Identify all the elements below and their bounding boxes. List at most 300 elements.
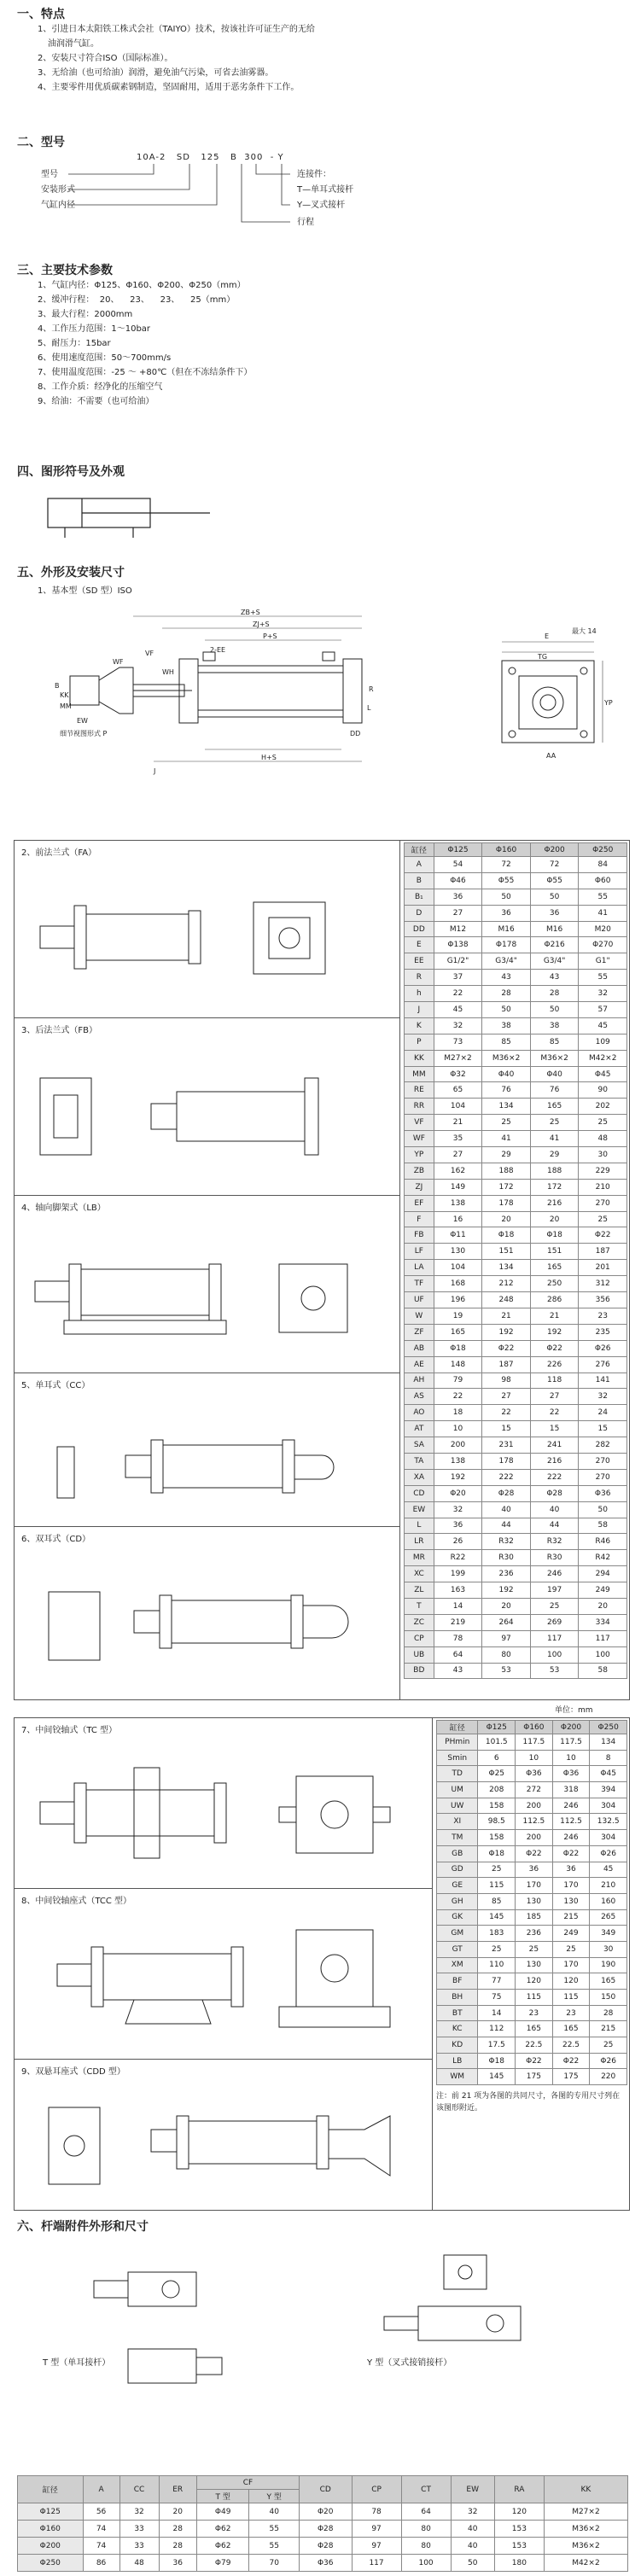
table-cell: 183 (478, 1926, 516, 1942)
drawings-column-2 (15, 1718, 433, 2210)
table-cell: AO (405, 1405, 434, 1421)
table-cell: 112 (478, 2021, 516, 2037)
table-cell: 85 (478, 1893, 516, 1909)
panel-title: 5、单耳式（CC） (21, 1381, 90, 1390)
table-cell: 78 (434, 1630, 482, 1646)
table-cell: TM (437, 1830, 478, 1846)
table-cell: 80 (401, 2538, 451, 2555)
table-cell: Φ22 (482, 1340, 531, 1356)
table-row (405, 1373, 627, 1389)
table-cell: 150 (590, 1990, 627, 2006)
table-row (405, 1034, 627, 1050)
model-code-leaders (34, 162, 427, 236)
header-cell: KK (544, 2476, 627, 2503)
table-cell: 50 (579, 1501, 627, 1518)
table-cell: M36×2 (544, 2521, 627, 2538)
table-row (405, 1614, 627, 1630)
table-cell: 246 (552, 1830, 590, 1846)
table-row (405, 1630, 627, 1646)
table-cell: 18 (434, 1405, 482, 1421)
table-cell: 294 (579, 1566, 627, 1582)
table-cell: 192 (482, 1324, 531, 1340)
list-item: 3、无给油（也可给油）润滑，避免油气污染，可省去油雾器。 (38, 68, 274, 78)
table-cell: 36 (552, 1862, 590, 1878)
table-cell: Φ22 (530, 1340, 579, 1356)
table-cell: M16 (482, 921, 531, 937)
table-cell: 120 (552, 1973, 590, 1990)
table-row (405, 1582, 627, 1599)
table-cell: R30 (482, 1550, 531, 1566)
table-cell: 41 (530, 1131, 579, 1147)
label-bore: 气缸内径 (41, 201, 75, 210)
table-row (405, 1099, 627, 1115)
table-cell: 76 (482, 1082, 531, 1099)
table-cell: MR (405, 1550, 434, 1566)
table-row (405, 1017, 627, 1034)
table-cell: 40 (482, 1501, 531, 1518)
table-row (405, 1276, 627, 1292)
table-cell: 25 (552, 1941, 590, 1957)
table-header-row (437, 1721, 627, 1734)
dim-label: AA (546, 752, 557, 760)
table-cell: 312 (579, 1276, 627, 1292)
table-cell: Φ22 (552, 1845, 590, 1862)
table-cell: 25 (482, 1115, 531, 1131)
table-cell: 98 (482, 1373, 531, 1389)
table-cell: 264 (482, 1614, 531, 1630)
table-cell: 32 (119, 2503, 159, 2521)
table-cell: CD (405, 1485, 434, 1501)
table-cell: 100 (579, 1646, 627, 1663)
table-cell: 97 (482, 1630, 531, 1646)
table-cell: ZF (405, 1324, 434, 1340)
table-cell: K (405, 1017, 434, 1034)
table-cell: Φ28 (299, 2521, 352, 2538)
table-cell: ZL (405, 1582, 434, 1599)
table-cell: Φ36 (299, 2555, 352, 2572)
table-cell: 8 (590, 1750, 627, 1766)
table-cell: Φ18 (478, 1845, 516, 1862)
table-cell: LB (437, 2053, 478, 2069)
spec-table-2-wrap (436, 1720, 627, 2114)
table-row (405, 1340, 627, 1356)
table-cell: 27 (434, 1147, 482, 1163)
table-cell: 187 (579, 1244, 627, 1260)
table-row (405, 905, 627, 921)
table-cell: 30 (590, 1941, 627, 1957)
table-cell: 40 (249, 2503, 299, 2521)
dim-label: ZJ+S (253, 621, 270, 628)
panel-title: 3、后法兰式（FB） (21, 1026, 97, 1035)
table-cell: D (405, 905, 434, 921)
table-cell: 160 (590, 1893, 627, 1909)
table-cell: UB (405, 1646, 434, 1663)
table-cell: 25 (579, 1211, 627, 1227)
table-cell: 246 (530, 1566, 579, 1582)
table-cell: R32 (530, 1534, 579, 1550)
table-cell: 27 (530, 1389, 579, 1405)
table-cell: 58 (579, 1518, 627, 1534)
table-cell: 170 (552, 1878, 590, 1894)
panel-title: 7、中间铰轴式（TC 型） (21, 1726, 118, 1735)
table-cell: YP (405, 1147, 434, 1163)
table-cell: 248 (482, 1292, 531, 1308)
table-cell: 197 (530, 1582, 579, 1599)
table-row (405, 1244, 627, 1260)
table-cell: 226 (530, 1356, 579, 1373)
dim-label: 2-EE (210, 646, 226, 654)
table-row (405, 1115, 627, 1131)
table-row (437, 1782, 627, 1798)
table-cell: 36 (516, 1862, 553, 1878)
table-cell: PHmin (437, 1734, 478, 1751)
table-cell: 20 (482, 1598, 531, 1614)
table-cell: 74 (83, 2521, 119, 2538)
list-item: 5、耐压力：15bar (38, 339, 111, 348)
table-cell: ZC (405, 1614, 434, 1630)
table-cell: Φ125 (18, 2503, 84, 2521)
table-cell: G1" (579, 953, 627, 970)
table-cell: R32 (482, 1534, 531, 1550)
table-cell: 172 (530, 1179, 579, 1195)
basic-type-subtitle: 1、基本型（SD 型）ISO (38, 586, 132, 596)
table-cell: 117 (579, 1630, 627, 1646)
table-cell: P (405, 1034, 434, 1050)
table-cell: 44 (482, 1518, 531, 1534)
table-cell: 249 (579, 1582, 627, 1599)
table-cell: 304 (590, 1798, 627, 1814)
features-list (38, 22, 413, 95)
rod-end-table (17, 2475, 628, 2572)
table-cell: GM (437, 1926, 478, 1942)
table-cell: 170 (552, 1957, 590, 1973)
table-cell: Φ178 (482, 937, 531, 953)
table-row (405, 1598, 627, 1614)
table-cell: GB (437, 1845, 478, 1862)
panel-cd (15, 1527, 400, 1699)
table-cell: FB (405, 1227, 434, 1244)
table-cell: 36 (482, 905, 531, 921)
table-cell: 32 (579, 986, 627, 1002)
table-row (405, 1501, 627, 1518)
table-cell: 172 (482, 1179, 531, 1195)
dim-label: 最大 14 (572, 627, 597, 635)
table-cell: 190 (590, 1957, 627, 1973)
table-cell: 220 (590, 2069, 627, 2085)
table-cell: 165 (434, 1324, 482, 1340)
table-cell: LR (405, 1534, 434, 1550)
table-cell: RE (405, 1082, 434, 1099)
table-cell: Φ28 (530, 1485, 579, 1501)
table-cell: 178 (482, 1195, 531, 1211)
table-cell: 165 (552, 2021, 590, 2037)
panel-cc (15, 1373, 400, 1527)
table-cell: BD (405, 1663, 434, 1679)
table-cell: 28 (590, 2005, 627, 2021)
table-cell: ZB (405, 1163, 434, 1179)
table-cell: 80 (401, 2521, 451, 2538)
table-cell: 21 (482, 1308, 531, 1324)
list-item: 1、气缸内径：Φ125、Φ160、Φ200、Φ250（mm） (38, 281, 246, 290)
table-cell: 270 (579, 1195, 627, 1211)
table-row (437, 2053, 627, 2069)
table-cell: Φ32 (434, 1066, 482, 1082)
table-cell: LF (405, 1244, 434, 1260)
table-cell: 50 (482, 889, 531, 905)
table-cell: Φ62 (196, 2538, 249, 2555)
table-cell: 15 (530, 1421, 579, 1437)
table-cell: R42 (579, 1550, 627, 1566)
table-cell: 304 (590, 1830, 627, 1846)
list-item: 6、使用速度范围：50～700mm/s (38, 353, 172, 363)
table-cell: 20 (482, 1211, 531, 1227)
section-dimensions-title: 五、外形及安装尺寸 (17, 566, 125, 580)
dim-label: E (545, 632, 550, 640)
table-cell: 115 (478, 1878, 516, 1894)
table-cell: W (405, 1308, 434, 1324)
table-cell: 158 (478, 1798, 516, 1814)
header-cell: Φ125 (478, 1721, 516, 1734)
table-cell: Φ18 (530, 1227, 579, 1244)
table-row (18, 2521, 628, 2538)
table-cell: J (405, 1002, 434, 1018)
panel-lb (15, 1196, 400, 1373)
list-item: 9、给油：不需要（也可给油） (38, 397, 154, 406)
table-cell: 15 (482, 1421, 531, 1437)
table-cell: B₁ (405, 889, 434, 905)
table-row (405, 1227, 627, 1244)
table-cell: 145 (478, 2069, 516, 2085)
table-row (437, 1893, 627, 1909)
y-type-label: Y 型（叉式接销接杆） (367, 2358, 452, 2368)
table-cell: Φ138 (434, 937, 482, 953)
cd-drawing (23, 1549, 390, 1694)
table-cell: G3/4" (530, 953, 579, 970)
table-cell: Φ160 (18, 2521, 84, 2538)
table-cell: 25 (478, 1941, 516, 1957)
table-cell: 53 (530, 1663, 579, 1679)
table-cell: EE (405, 953, 434, 970)
table-cell: 110 (478, 1957, 516, 1973)
table-cell: GH (437, 1893, 478, 1909)
table-cell: Φ26 (590, 1845, 627, 1862)
table-cell: Φ18 (478, 2053, 516, 2069)
section-rod-end-title: 六、杆端附件外形和尺寸 (17, 2220, 149, 2234)
panel-title: 4、轴向脚架式（LB） (21, 1203, 106, 1213)
header-cell: RA (494, 2476, 544, 2503)
table-cell: AT (405, 1421, 434, 1437)
panel-title: 2、前法兰式（FA） (21, 848, 97, 858)
table-cell: 40 (451, 2521, 494, 2538)
table-cell: 32 (434, 1017, 482, 1034)
table-cell: 23 (552, 2005, 590, 2021)
table-cell: 165 (530, 1260, 579, 1276)
table-cell: 117.5 (552, 1734, 590, 1751)
table-row (405, 1211, 627, 1227)
table-cell: 75 (478, 1990, 516, 2006)
dim-label: P+S (263, 632, 277, 640)
list-item: 8、工作介质：经净化的压缩空气 (38, 382, 163, 392)
table-row (405, 1260, 627, 1276)
table-cell: WM (437, 2069, 478, 2085)
table-cell: 25 (579, 1115, 627, 1131)
table-row (405, 1389, 627, 1405)
table-row (405, 1324, 627, 1340)
table-cell: 58 (579, 1663, 627, 1679)
table-row (405, 1356, 627, 1373)
table-cell: 208 (478, 1782, 516, 1798)
table-cell: 28 (159, 2521, 196, 2538)
table-cell: 134 (482, 1260, 531, 1276)
table-cell: 180 (494, 2555, 544, 2572)
mount-types-block-1 (14, 840, 630, 1700)
table-cell: 45 (579, 1017, 627, 1034)
spec-table-1 (404, 842, 627, 1679)
table-cell: CP (405, 1630, 434, 1646)
table-cell: 200 (434, 1437, 482, 1454)
table-cell: 270 (579, 1469, 627, 1485)
table-cell: 55 (249, 2538, 299, 2555)
table-cell: 130 (434, 1244, 482, 1260)
table-cell: KC (437, 2021, 478, 2037)
table-row (405, 1195, 627, 1211)
table-cell: 151 (482, 1244, 531, 1260)
panel-cdd (15, 2060, 433, 2210)
table-cell: SA (405, 1437, 434, 1454)
list-item: 2、缓冲行程： 20、 23、 23、 25（mm） (38, 295, 236, 305)
table-cell: 100 (401, 2555, 451, 2572)
table-cell: 192 (530, 1324, 579, 1340)
table-row (437, 2069, 627, 2085)
table-cell: 38 (530, 1017, 579, 1034)
table-cell: 270 (579, 1453, 627, 1469)
tc-drawing (23, 1742, 424, 1884)
table-cell: 199 (434, 1566, 482, 1582)
table-cell: 115 (516, 1990, 553, 2006)
table-cell: 70 (249, 2555, 299, 2572)
table-cell: 188 (530, 1163, 579, 1179)
table-cell: 6 (478, 1750, 516, 1766)
table-cell: 117.5 (516, 1734, 553, 1751)
table-cell: AS (405, 1389, 434, 1405)
table-row (437, 1973, 627, 1990)
cylinder-symbol-figure (31, 483, 287, 543)
table-cell: 55 (579, 889, 627, 905)
table-cell: TF (405, 1276, 434, 1292)
table-cell: 40 (530, 1501, 579, 1518)
table-row (405, 1082, 627, 1099)
table-cell: 163 (434, 1582, 482, 1599)
table-cell: 192 (434, 1469, 482, 1485)
dim-label: ZB+S (241, 609, 260, 616)
label-t-type: T—单耳式接杆 (297, 185, 354, 195)
header-cell: EW (451, 2476, 494, 2503)
panel-fb (15, 1018, 400, 1196)
specs-list (38, 278, 430, 409)
table-cell: UW (437, 1798, 478, 1814)
header-cell: CC (119, 2476, 159, 2503)
table-row (437, 1926, 627, 1942)
table-cell: 22.5 (516, 2037, 553, 2054)
table-cell: 57 (579, 1002, 627, 1018)
spec-table-1-wrap (404, 842, 627, 1679)
table-cell: RR (405, 1099, 434, 1115)
table-cell: 14 (434, 1598, 482, 1614)
table-cell: 36 (159, 2555, 196, 2572)
table-row (405, 1550, 627, 1566)
table-cell: 148 (434, 1356, 482, 1373)
table-cell: Φ55 (482, 872, 531, 889)
table-cell: XM (437, 1957, 478, 1973)
table-cell: 24 (579, 1405, 627, 1421)
t-type-label: T 型（单耳接杆） (43, 2358, 111, 2368)
table-cell: M27×2 (544, 2503, 627, 2521)
table-row (405, 1002, 627, 1018)
table-cell: M42×2 (544, 2555, 627, 2572)
table-row (405, 1534, 627, 1550)
header-cell: CF (196, 2476, 299, 2490)
table-cell: A (405, 857, 434, 873)
header-cell: CT (401, 2476, 451, 2503)
table-row (437, 2005, 627, 2021)
table-row (405, 1469, 627, 1485)
table-row (405, 1066, 627, 1082)
table-cell: 21 (434, 1115, 482, 1131)
table-cell: 200 (516, 1830, 553, 1846)
table-cell: 28 (482, 986, 531, 1002)
table-cell: BH (437, 1990, 478, 2006)
table-cell: 28 (159, 2538, 196, 2555)
dim-label: EW (77, 717, 88, 725)
table-cell: TA (405, 1453, 434, 1469)
table-cell: Φ216 (530, 937, 579, 953)
table-cell: LA (405, 1260, 434, 1276)
rod-end-drawings (77, 2238, 572, 2417)
table-cell: R (405, 970, 434, 986)
table-cell: B (405, 872, 434, 889)
table-cell: 79 (434, 1373, 482, 1389)
table-cell: 22 (482, 1405, 531, 1421)
table-cell: Φ36 (516, 1766, 553, 1782)
table-cell: 178 (482, 1453, 531, 1469)
table-row (405, 970, 627, 986)
table-cell: 104 (434, 1260, 482, 1276)
table-cell: 72 (530, 857, 579, 873)
table-cell: 235 (579, 1324, 627, 1340)
dim-label: MM (60, 702, 72, 710)
fa-drawing (23, 871, 390, 1008)
table-cell: Smin (437, 1750, 478, 1766)
list-item: 7、使用温度范围：-25 ～ +80℃（但在不冻结条件下） (38, 368, 253, 377)
table-cell: 53 (482, 1663, 531, 1679)
table-row (18, 2538, 628, 2555)
table-cell: G3/4" (482, 953, 531, 970)
table-cell: 120 (516, 1973, 553, 1990)
table-cell: 50 (451, 2555, 494, 2572)
header-cell: CP (352, 2476, 401, 2503)
table-row (437, 1734, 627, 1751)
dim-label: H+S (261, 754, 277, 761)
table-cell: 27 (434, 905, 482, 921)
table-cell: 56 (83, 2503, 119, 2521)
table-cell: 33 (119, 2538, 159, 2555)
model-code-diagram (34, 150, 427, 236)
table-cell: 73 (434, 1034, 482, 1050)
table-cell: 22 (434, 1389, 482, 1405)
table-cell: Φ270 (579, 937, 627, 953)
table-cell: 175 (552, 2069, 590, 2085)
section-features-title: 一、特点 (17, 8, 65, 21)
